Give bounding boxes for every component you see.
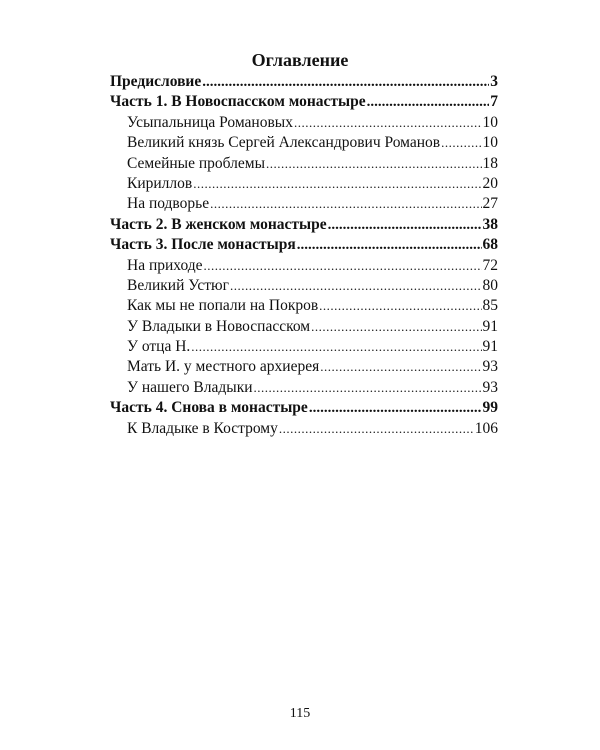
toc-entry-text: Часть 3. После монастыря xyxy=(110,236,296,254)
toc-entry-text: Мать И. у местного архиерея xyxy=(127,358,320,376)
dot-leader xyxy=(193,174,481,194)
toc-entry-page: 91 xyxy=(482,317,498,335)
toc-entry-chapter xyxy=(110,194,498,214)
dot-leader xyxy=(266,154,482,174)
toc-entry-text: Часть 2. В женском монастыре xyxy=(110,215,327,233)
dot-leader xyxy=(204,256,482,276)
dot-leader xyxy=(230,276,482,296)
toc-entry-text: Как мы не попали на Покров xyxy=(127,297,319,315)
toc-entry-text: У Владыки в Новоспасском xyxy=(127,317,311,335)
toc-entry-text: К Владыке в Кострому xyxy=(127,419,278,437)
toc-entry-chapter xyxy=(110,133,498,153)
toc-entry-text: На приходе xyxy=(127,256,203,274)
dot-leader xyxy=(319,296,481,316)
toc-entry-page: 18 xyxy=(482,154,498,172)
toc-entry-page: 38 xyxy=(482,215,498,233)
toc-entry-page: 10 xyxy=(482,134,498,152)
toc-entry-chapter xyxy=(110,357,498,377)
toc-entry-page: 93 xyxy=(482,358,498,376)
toc-entry-page: 106 xyxy=(474,419,498,437)
toc-entry-chapter xyxy=(110,276,498,296)
toc-entry-part-2 xyxy=(110,215,498,235)
toc-entry-page: 72 xyxy=(482,256,498,274)
toc-entry-text: У нашего Владыки xyxy=(127,378,253,396)
toc-entry-chapter xyxy=(110,419,498,439)
toc-entry-page: 91 xyxy=(482,338,498,356)
dot-leader xyxy=(294,113,482,133)
toc-entry-text: Великий Устюг xyxy=(127,276,229,294)
toc-entry-part-3 xyxy=(110,235,498,255)
dot-leader xyxy=(320,357,481,377)
toc-entry-page: 99 xyxy=(482,399,498,417)
toc-entry-text: Кириллов xyxy=(127,174,193,192)
dot-leader xyxy=(254,378,482,398)
dot-leader xyxy=(279,419,474,439)
dot-leader xyxy=(297,235,482,255)
toc-entry-chapter xyxy=(110,337,498,357)
dot-leader xyxy=(202,72,489,92)
toc-entry-text: На подворье xyxy=(127,195,210,213)
dot-leader xyxy=(191,337,481,357)
toc-title: Оглавление xyxy=(251,50,349,70)
toc-entry-chapter xyxy=(110,113,498,133)
toc-entry-preface xyxy=(110,72,498,92)
toc-list xyxy=(110,72,498,439)
toc-entry-page: 27 xyxy=(482,195,498,213)
toc-entry-text: Семейные проблемы xyxy=(127,154,265,172)
dot-leader xyxy=(367,92,490,112)
toc-entry-text: Великий князь Сергей Александрович Романов xyxy=(127,134,441,152)
toc-entry-chapter xyxy=(110,154,498,174)
toc-entry-text: Предисловие xyxy=(110,73,202,90)
dot-leader xyxy=(309,398,482,418)
toc-entry-page: 85 xyxy=(482,297,498,315)
toc-entry-chapter xyxy=(110,174,498,194)
dot-leader xyxy=(210,194,481,214)
toc-entry-chapter xyxy=(110,296,498,316)
toc-entry-text: У отца Н. xyxy=(127,338,191,356)
toc-entry-chapter xyxy=(110,256,498,276)
toc-entry-page: 68 xyxy=(482,236,498,254)
toc-entry-page: 20 xyxy=(482,174,498,192)
toc-entry-page: 7 xyxy=(490,93,498,111)
page-number: 115 xyxy=(289,706,311,721)
toc-entry-part-4 xyxy=(110,398,498,418)
toc-entry-page: 93 xyxy=(482,378,498,396)
toc-entry-text: Усыпальница Романовых xyxy=(127,113,293,131)
toc-entry-part-1 xyxy=(110,92,498,112)
toc-entry-text: Часть 1. В Новоспасском монастыре xyxy=(110,93,366,111)
toc-entry-page: 10 xyxy=(482,113,498,131)
toc-entry-page: 3 xyxy=(490,73,498,90)
toc-entry-page: 80 xyxy=(482,276,498,294)
dot-leader xyxy=(311,317,481,337)
toc-entry-text: Часть 4. Снова в монастыре xyxy=(110,399,308,417)
dot-leader xyxy=(441,133,481,153)
toc-entry-chapter xyxy=(110,317,498,337)
toc-entry-chapter xyxy=(110,378,498,398)
dot-leader xyxy=(328,215,482,235)
